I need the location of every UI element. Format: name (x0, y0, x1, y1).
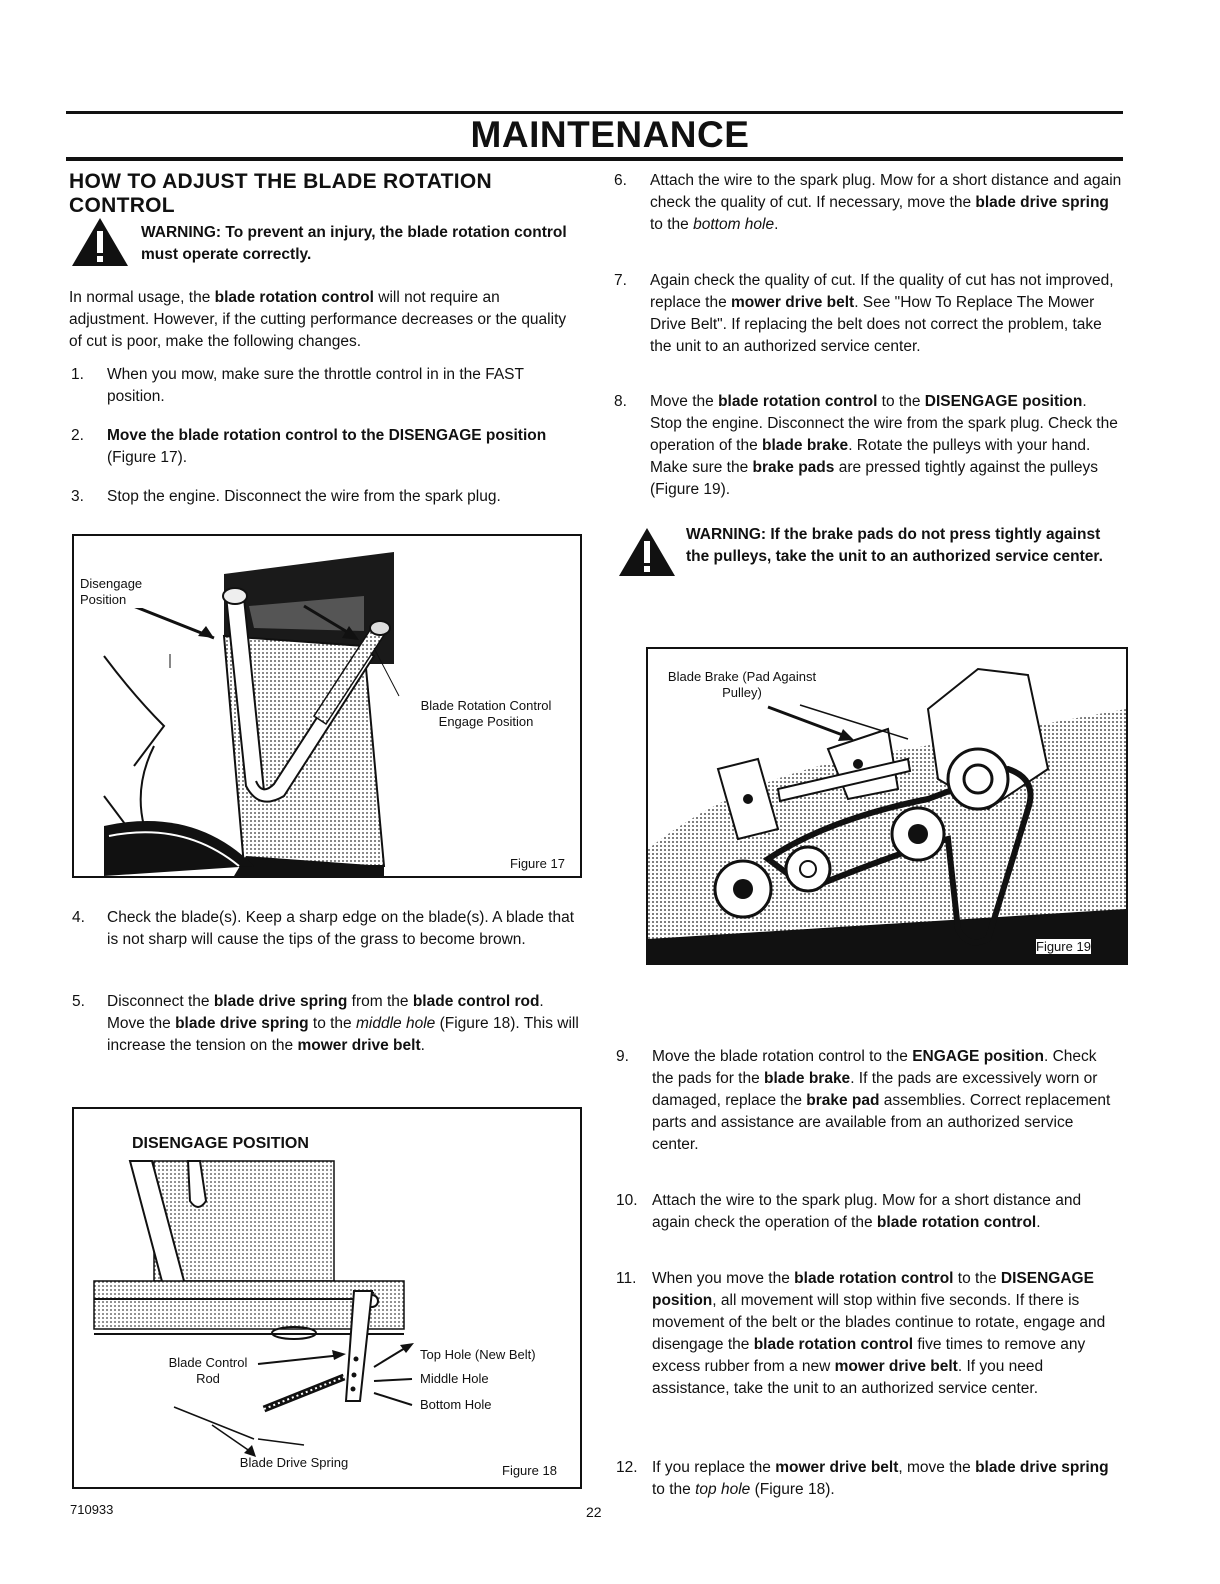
step-3-text: Stop the engine. Disconnect the wire from the spark plug. (107, 488, 501, 505)
section-heading: HOW TO ADJUST THE BLADE ROTATION CONTROL (69, 170, 492, 217)
step-5-text: Disconnect the blade drive spring from the blade control rod. Move the blade drive spring to the middle hole (Figure 18). This will increase the tension on the mower drive belt. (107, 993, 579, 1054)
figure-17-label-engage: Blade Rotation Control Engage Position (406, 698, 566, 730)
figure-18-label-middle-hole: Middle Hole (420, 1371, 489, 1386)
step-8-text: Move the blade rotation control to the DISENGAGE position. Stop the engine. Disconnect the wire from the spark plug. Check the operation of the blade brake. Rotate the pulleys with your hand. Make sure the brake pads are pressed tightly against the pulleys (Figure 19). (650, 393, 1118, 498)
header-bottom-rule (66, 157, 1123, 161)
step-3-number: 3. (71, 488, 84, 505)
intro-paragraph: In normal usage, the blade rotation control will not require an adjustment. However, if the cutting performance decreases or the quality of cut is poor, make the following changes. (69, 289, 567, 350)
footer-page-number: 22 (586, 1504, 602, 1520)
warning-2-text: WARNING: If the brake pads do not press tightly against the pulleys, take the unit to an authorized service center. (686, 526, 1103, 565)
figure-17 (72, 534, 582, 878)
step-4-number: 4. (72, 909, 85, 926)
warning-triangle-icon (617, 526, 677, 578)
step-11-number: 11. (616, 1270, 637, 1287)
figure-19-caption: Figure 19 (1036, 939, 1091, 954)
step-6-text: Attach the wire to the spark plug. Mow for a short distance and again check the quality of cut. If necessary, move the blade drive spring to the bottom hole. (650, 172, 1122, 233)
figure-18-label-spring: Blade Drive Spring (239, 1455, 349, 1470)
step-11-text: When you move the blade rotation control to the DISENGAGE position, all movement will stop within five seconds. If there is movement of the belt or the blades continue to rotate, engage and disengage the blade rotation control five times to remove any excess rubber from a new mower drive belt. If you need assistance, take the unit to an authorized service center. (652, 1270, 1106, 1397)
figure-17-caption: Figure 17 (510, 856, 565, 871)
step-6-number: 6. (614, 172, 627, 189)
step-12-number: 12. (616, 1459, 638, 1476)
step-7-text: Again check the quality of cut. If the quality of cut has not improved, replace the mower drive belt. See "How To Replace The Mower Drive Belt". If replacing the belt does not correct the problem, take the unit to an authorized service center. (650, 272, 1114, 355)
step-4-text: Check the blade(s). Keep a sharp edge on the blade(s). A blade that is not sharp will cause the tips of the grass to become brown. (107, 909, 575, 948)
figure-18 (72, 1107, 582, 1489)
page-title: MAINTENANCE (470, 114, 750, 155)
step-5-number: 5. (72, 993, 85, 1010)
figure-18-illustration (74, 1109, 580, 1487)
step-9-number: 9. (616, 1048, 629, 1065)
figure-18-label-bottom-hole: Bottom Hole (420, 1397, 492, 1412)
figure-18-caption: Figure 18 (502, 1463, 557, 1478)
step-9-text: Move the blade rotation control to the ENGAGE position. Check the pads for the blade brake. If the pads are excessively worn or damaged, replace the brake pad assemblies. Correct replacement parts and assistance are available from an authorized service center. (652, 1048, 1111, 1153)
step-7-number: 7. (614, 272, 627, 289)
warning-triangle-icon (70, 216, 130, 268)
step-12-text: If you replace the mower drive belt, move the blade drive spring to the top hole (Figure 18). (652, 1459, 1109, 1498)
step-1-text: When you mow, make sure the throttle control in in the FAST position. (107, 366, 524, 405)
figure-18-label-top-hole: Top Hole (New Belt) (420, 1347, 536, 1362)
step-2-number: 2. (71, 427, 84, 444)
step-10-text: Attach the wire to the spark plug. Mow for a short distance and again check the operation of the blade rotation control. (652, 1192, 1082, 1231)
figure-17-label-disengage: Disengage Position (80, 576, 160, 608)
footer-part-number: 710933 (70, 1502, 114, 1517)
figure-19-label-brake: Blade Brake (Pad Against Pulley) (662, 669, 822, 701)
figure-18-title: DISENGAGE POSITION (132, 1135, 309, 1152)
step-8-number: 8. (614, 393, 627, 410)
step-1-number: 1. (71, 366, 84, 383)
warning-1-text: WARNING: To prevent an injury, the blade rotation control must operate correctly. (141, 224, 567, 263)
step-10-number: 10. (616, 1192, 638, 1209)
figure-19 (646, 647, 1128, 965)
figure-18-label-rod: Blade Control Rod (168, 1355, 248, 1386)
step-2-text: Move the blade rotation control to the DISENGAGE position (Figure 17). (107, 427, 547, 466)
